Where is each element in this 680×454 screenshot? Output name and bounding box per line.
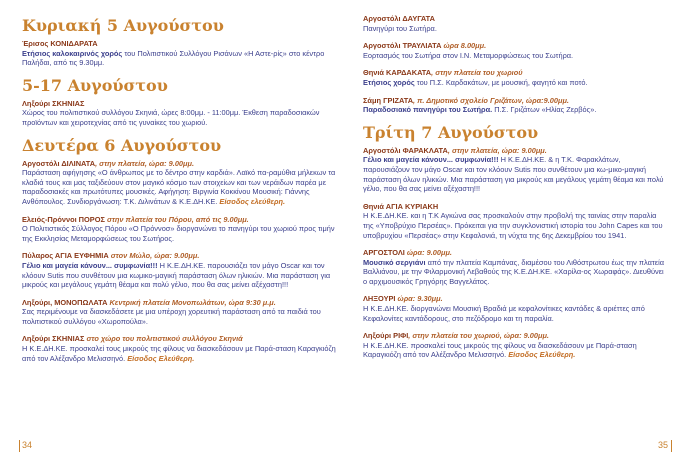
- event-place: Αργοστόλι ΤΡΑΥΛΙΑΤΑ: [363, 41, 442, 51]
- event-time: , στην πλατεία του χωριού, ώρα: 9.00μμ.: [408, 331, 549, 341]
- section-heading: Τρίτη 7 Αυγούστου: [363, 122, 539, 142]
- event-entry: [363, 14, 668, 33]
- event-time: ώρα: 9.00μμ.: [404, 248, 452, 258]
- event-entry: [363, 146, 668, 194]
- event-time: , στην πλατεία του χωριού: [431, 68, 523, 78]
- event-entry: [22, 159, 337, 207]
- event-description: Χώρος του πολιτιστικού συλλόγου Σκηνιά, ώρες 8:00μμ. - 11:00μμ. Έκθεση παραδοσιακών προϊόντων και χειροτεχνίας από τις γυναίκες του χωριού.: [22, 108, 320, 127]
- event-place: Ληξούρι, ΜΟΝΟΠΩΛΑΤΑ: [22, 297, 108, 307]
- event-description: Ο Πολιτιστικός Σύλλογος Πόρου «Ο Πρόννοσ» διοργανώνει το πανηγύρι του χωριού προς τιμήν της Εκκλησίας Μεταμορφώσεως του Σωτήρος.: [22, 224, 335, 243]
- event-entry: [22, 39, 337, 68]
- event-place: Έρισος ΚΟΝΙΔΑΡΑΤΑ: [22, 39, 98, 48]
- event-time: στον Μώλο, ώρα: 9.00μμ.: [108, 251, 200, 261]
- event-entry: [22, 334, 337, 363]
- free-entry-note: Είσοδος ελεύθερη.: [219, 196, 286, 206]
- page-number-left: 34: [22, 440, 33, 450]
- event-place: ΑΡΓΟΣΤΟΛΙ: [363, 248, 405, 258]
- event-description: του Πολιτιστικού Συλλόγου Ρισάνων «Η Αστε-ρίς» στο κέντρο Παλήδαι, από τις 9.30μμ.: [22, 48, 325, 68]
- event-entry: [363, 202, 668, 240]
- event-place: Σάμη ΓΡΙΖΑΤΑ: [363, 95, 414, 105]
- event-time: ώρα 8.00μμ.: [441, 41, 487, 51]
- event-time: στο χώρο του πολιτιστικού συλλόγου Σκηνιά: [84, 334, 243, 344]
- event-highlight: Παραδοσιακό πανηγύρι του Σωτήρα.: [363, 105, 493, 115]
- event-description: Η Κ.Ε.ΔΗ.ΚΕ. προσκαλεί τους μικρούς της φίλους να διασκεδάσουν με Παρά-σταση Καραγκιόζη από τον Αλέξανδρο Μελισσηνό.: [22, 344, 336, 363]
- page-number-right: 35: [657, 440, 668, 450]
- event-place: Αργοστόλι ΦΑΡΑΚΛΑΤΑ: [363, 145, 448, 155]
- section-heading: 5-17 Αυγούστου: [22, 75, 168, 95]
- event-place: Θηνιά ΚΑΡΔΑΚΑΤΑ: [363, 68, 432, 78]
- event-description: Η Κ.Ε.ΔΗ.ΚΕ. διοργανώνει Μουσική Βραδιά με κεφαλονίτικες καντάδες & αριέττες από Κεφαλονίτες καντάδορους, στο πεζόδρομο και τη παραλία.: [363, 304, 645, 323]
- event-place: Πύλαρος ΑΓΙΑ ΕΥΦΗΜΙΑ: [22, 251, 109, 261]
- event-highlight: Γέλιο και μαγεία κάνουν... συμφωνία!!!: [363, 155, 499, 165]
- event-entry: [363, 294, 668, 323]
- event-entry: [22, 251, 337, 289]
- event-description: Η Κ.Ε.ΔΗ.ΚΕ. παρουσιάζει τον μάγο Oscar και τον κλόουν Sutis που συνθέτουν μια κωμικο-μαγική παράσταση όλων ηλικιών. Μια παράσταση για μικρούς και μεγάλους γεμάτη θέαμα και πολύ γέλιο, που θα σας μείνει αξέχαστη!!!: [22, 260, 331, 290]
- event-entry: [363, 96, 668, 115]
- event-highlight: Μουσικό σεργιάνι: [363, 257, 426, 267]
- event-description: Εορτασμός του Σωτήρα στον Ι.Ν. Μεταμορφώσεως του Σωτήρα.: [363, 50, 574, 60]
- event-place: ΛΗΞΟΥΡΙ: [363, 294, 396, 304]
- event-description: από την πλατεία Καμπάνας, διαμέσου του Λιθόστρωτου έως την πλατεία Βαλλιάνου, με την Φιλαρμονική Λεβαθούς της Κ.Ε.ΔΗ.ΚΕ. «Χαρίλα-ος Χωραφάς». Διευθύνει ο αρχιμουσικός Γρηγόρης Βαγγελάτος.: [363, 257, 664, 286]
- event-time: Κεντρική πλατεία Μονοπωλάτων, ώρα 9:30 μ.μ.: [107, 297, 276, 307]
- event-time: , στην πλατεία, ώρα: 9.00μμ.: [95, 158, 195, 168]
- event-time: ώρα: 9.30μμ.: [395, 294, 443, 304]
- event-entry: [22, 215, 337, 244]
- event-place: Ληξούρι ΣΚΗΝΙΑΣ: [22, 98, 85, 108]
- event-place: Θηνιά ΑΓΙΑ ΚΥΡΙΑΚΗ: [363, 201, 439, 211]
- event-place: Ελειός-Πρόννοι ΠΟΡΟΣ: [22, 214, 105, 224]
- event-description: του Π.Σ. Καρδακάτων, με μουσική, φαγητό και ποτό.: [414, 77, 588, 87]
- event-entry: [363, 248, 668, 286]
- event-highlight: Ετήσιος καλοκαιρινός χορός: [22, 48, 123, 58]
- event-entry: [22, 298, 337, 327]
- event-place: Ληξούρι ΡΙΦΙ: [363, 331, 409, 341]
- event-description: Παράσταση αφήγησης «Ο άνθρωπος με το δέντρο στην καρδιά». Λαϊκό πα-ραμύθια μήλεκων τα κλαδιά τους και μας ταξιδεύουν στον μαγικό κόσμο των στοιχείων και των νεράιδων παρέα με παραδοσιακές και πρωτότυπες μουσικές. Αφήγηση: Βιργινία Κοκκίνου Μουσική: Γιάννης Ανθόπουλος. Συνδιοργάνωση: Τ.Κ. Διλινάτων & Κ.Ε.ΔΗ.ΚΕ.: [22, 168, 336, 206]
- event-description: Η Κ.Ε.ΔΗ.ΚΕ. και η Τ.Κ Αγκώνα σας προσκαλούν στην προβολή της ταινίας στην παραλία της «Υποβρύχιο Περσέας». Πρόκειται για την συγκλονιστική ιστορία του John Capes και του υποβρυχίου «Περσέας» στην Κεφαλονιά, τη νύχτα της 6ης Δεκεμβρίου του 1941.: [363, 211, 663, 240]
- event-highlight: Γέλιο και μαγεία κάνουν... συμφωνία!!!: [22, 260, 158, 270]
- event-place: Αργοστόλι ΔΑΥΓΑΤΑ: [363, 14, 435, 23]
- event-description: Π.Σ. Γριζάτων «Ηλίας Ζερβός».: [492, 105, 597, 115]
- event-time: στην πλατεία του Πόρου, από τις 9.00μμ.: [104, 214, 249, 224]
- page-corner-mark-left: [19, 440, 20, 452]
- event-description: Η Κ.Ε.ΔΗ.ΚΕ. προσκαλεί τους μικρούς της φίλους να διασκεδάσουν με Παρά-σταση Καραγκιόζη από τον Αλέξανδρο Μελισσηνό.: [363, 340, 637, 360]
- free-entry-note: Είσοδος Ελεύθερη.: [127, 353, 195, 363]
- page-corner-mark-right: [671, 440, 672, 452]
- event-place: Αργοστόλι ΔΙΛΙΝΑΤΑ: [22, 158, 96, 168]
- event-description: Πανηγύρι του Σωτήρα.: [363, 23, 437, 33]
- event-place: Ληξούρι ΣΚΗΝΙΑΣ: [22, 334, 85, 344]
- event-entry: [363, 41, 668, 60]
- free-entry-note: Είσοδος Ελεύθερη.: [508, 350, 576, 360]
- event-entry: [363, 331, 668, 360]
- section-heading: Κυριακή 5 Αυγούστου: [22, 16, 224, 35]
- event-time: , π. Δημοτικό σχολείο Γριζάτων, ώρα:9.00μμ.: [413, 95, 569, 105]
- right-page: [345, 0, 680, 454]
- event-description: Σας περιμένουμε να διασκεδάσετε με μια υπέροχη χορευτική παράσταση από τα παιδιά του πολιτιστικού συλλόγου «Χωροπούλα».: [22, 307, 321, 326]
- event-entry: [22, 99, 337, 128]
- event-description: Η Κ.Ε.ΔΗ.ΚΕ. & η Τ.Κ. Φαρακλάτων, παρουσιάζουν τον μάγο Oscar και τον κλόουν Sutis που συνθέτουν μια κω-μικο-μαγική παράσταση όλων ηλικιών. Μια παράσταση για μικρούς και μεγάλους γεμάτη θέαμα και πολύ γέλιο, που θα σας μείνει αξέχαστη!!!: [363, 155, 664, 194]
- event-highlight: Ετήσιος χορός: [363, 77, 415, 87]
- event-entry: [363, 68, 668, 87]
- event-time: , στην πλατεία, ώρα: 9.00μμ.: [447, 145, 547, 155]
- section-heading: Δευτέρα 6 Αυγούστου: [22, 135, 222, 155]
